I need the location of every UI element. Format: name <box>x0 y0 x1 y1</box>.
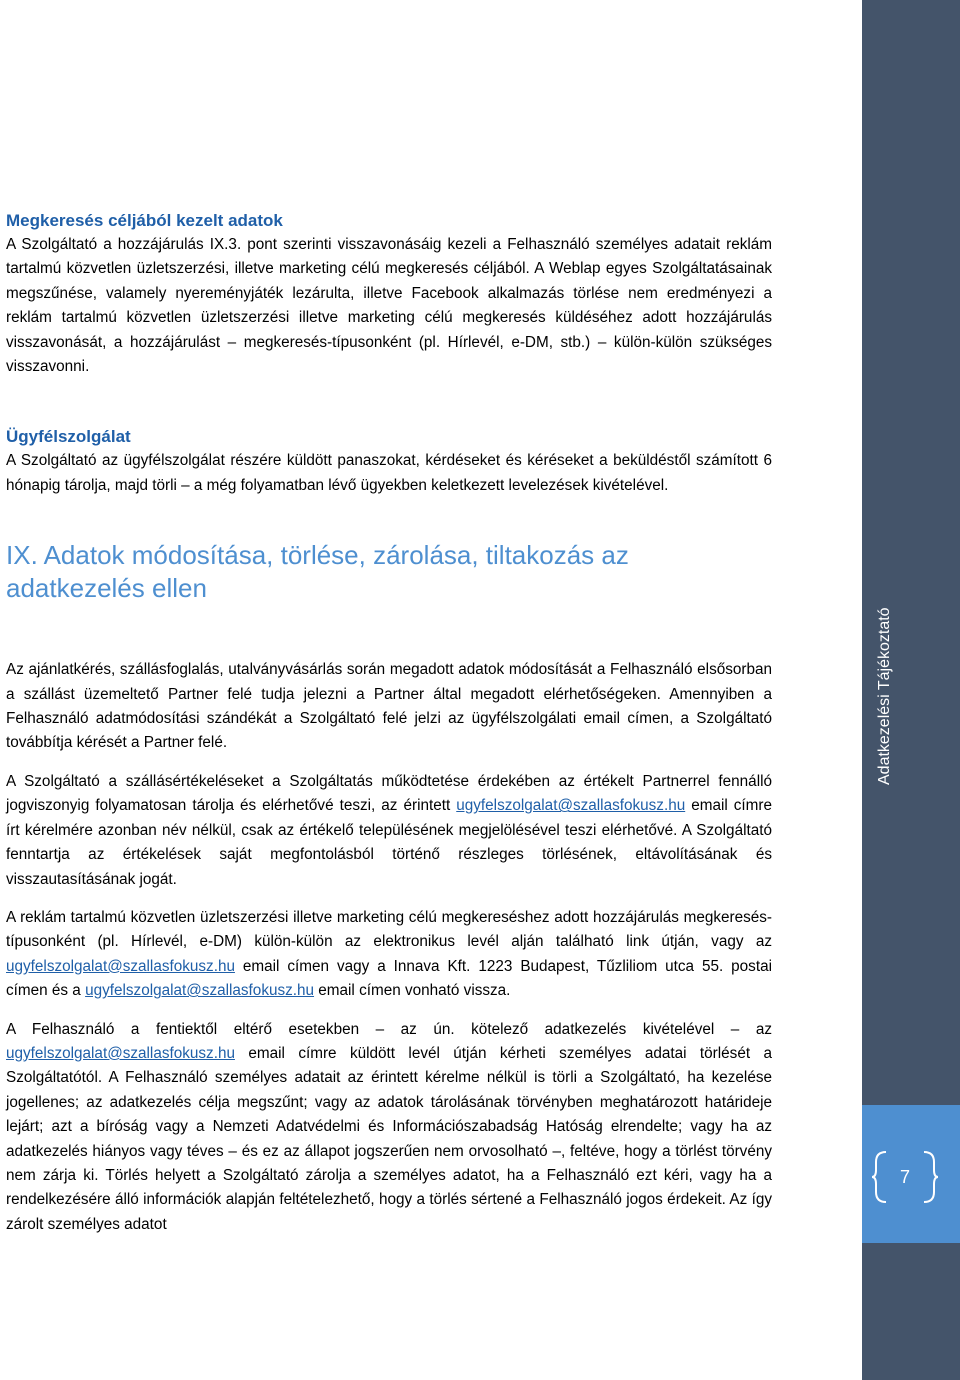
email-link[interactable]: ugyfelszolgalat@szallasfokusz.hu <box>6 1044 235 1062</box>
paragraph <box>6 770 772 892</box>
text: email címre írt kérelmére azonban név nélkül, csak az értékelő településének megjelölésével teszi elérhetővé. A Szolgáltató fenntartja az értékelések saját megfontolásból történő részleges törlésének, eltávolításának és visszautasításának jogát. <box>6 797 773 888</box>
paragraph: A Szolgáltató a hozzájárulás IX.3. pont szerinti visszavonásáig kezeli a Felhasználó személyes adatait reklám tartalmú közvetlen üzletszerzési, illetve marketing célú megkeresés céljából. A Weblap egyes Szolgáltatásainak megszűnése, valamely nyereményjáték lezárulta, illetve Facebook alkalmazás törlése nem eredményezi a reklám tartalmú közvetlen üzletszerzési illetve marketing célú megkeresés küldéséhez adott hozzájárulás visszavonását, a hozzájárulást – megkeresés-típusonként (pl. Hírlevél, e-DM, stb.) – külön-külön szükséges visszavonni. <box>6 236 772 376</box>
page-number: 7 <box>899 1167 910 1187</box>
email-link[interactable]: ugyfelszolgalat@szallasfokusz.hu <box>85 982 315 1000</box>
text: A Felhasználó a fentiektől eltérő esetekben – az ún. kötelező adatkezelés kivételével – az <box>6 1020 772 1038</box>
paragraph: A Szolgáltató az ügyfélszolgálat részére küldött panaszokat, kérdéseket és kéréseket a beküldéstől számított 6 hónapig tárolja, majd törli – a még folyamatban lévő ügyekben keletkezett levelezések kivételével. <box>6 452 772 494</box>
text: email címen vagy a Innava Kft. 1223 Budapest, Tűzliliom utca 55. postai címen és a <box>6 957 772 1000</box>
text: email címen vonható vissza. <box>314 982 511 1000</box>
paragraph: Az ajánlatkérés, szállásfoglalás, utalványvásárlás során megadott adatok módosítását a Felhasználó elsősorban a szállást üzemeltető Partner felé tudja jelezni a Partner által megadott elérhetőségeken. Amennyiben a Felhasználó adatmódosítási szándékát a Szolgáltató felé jelzi az ügyfélszolgálati email címen, a Szolgáltató továbbítja kérését a Partner felé. <box>6 661 772 752</box>
document-body <box>6 209 772 1237</box>
text: A reklám tartalmú közvetlen üzletszerzési illetve marketing célú megkereséshez adott hozzájárulás megkeresés-típusonként (pl. Hírlevél, e-DM) külön-külön az elektronikus levél alján található link útján, vagy az <box>6 908 772 951</box>
chapter-heading: IX. Adatok módosítása, törlése, zárolása, tiltakozás az adatkezelés ellen <box>6 540 629 604</box>
section-heading-megkereses: Megkeresés céljából kezelt adatok <box>6 211 283 230</box>
paragraph <box>6 1018 772 1238</box>
sidebar-title: Adatkezelési Tájékoztató <box>876 607 893 785</box>
email-link[interactable]: ugyfelszolgalat@szallasfokusz.hu <box>6 957 235 975</box>
section-heading-ugyfelszolgalat: Ügyfélszolgálat <box>6 427 131 447</box>
email-link[interactable]: ugyfelszolgalat@szallasfokusz.hu <box>456 797 686 815</box>
text: A Szolgáltató a szállásértékeléseket a Szolgáltatás működtetése érdekében az értékelt Partnerrel fennálló jogviszonyig folyamatosan tárolja és elérhetővé teszi, az érintett <box>6 772 772 815</box>
text: email címre küldött levél útján kérheti személyes adatai törlését a Szolgáltatótól. A Felhasználó személyes adatait az érintett kérelme nélkül is törli a Szolgáltató, ha kezelése jogellenes; az adatkezelés célja megszűnt; vagy az adatok tárolásának törvényben meghatározott határideje lejárt; azt a bíróság vagy a Nemzeti Adatvédelmi és Információszabadság Hatóság elrendelte; vagy ha az adatkezelés hiányos vagy téves – és ez az állapot jogszerűen nem orvosolható –, feltéve, hogy a törlést törvény nem zárja ki. Törlés helyett a Szolgáltató zárolja a személyes adatot, ha a Felhasználó ezt kéri, vagy ha a rendelkezésére álló információk alapján feltételezhető, hogy a törlés sértené a Felhasználó jogos érdekeit. Az így zárolt személyes adatot <box>6 1044 772 1233</box>
page-number-badge <box>872 1150 938 1204</box>
paragraph <box>6 906 772 1004</box>
